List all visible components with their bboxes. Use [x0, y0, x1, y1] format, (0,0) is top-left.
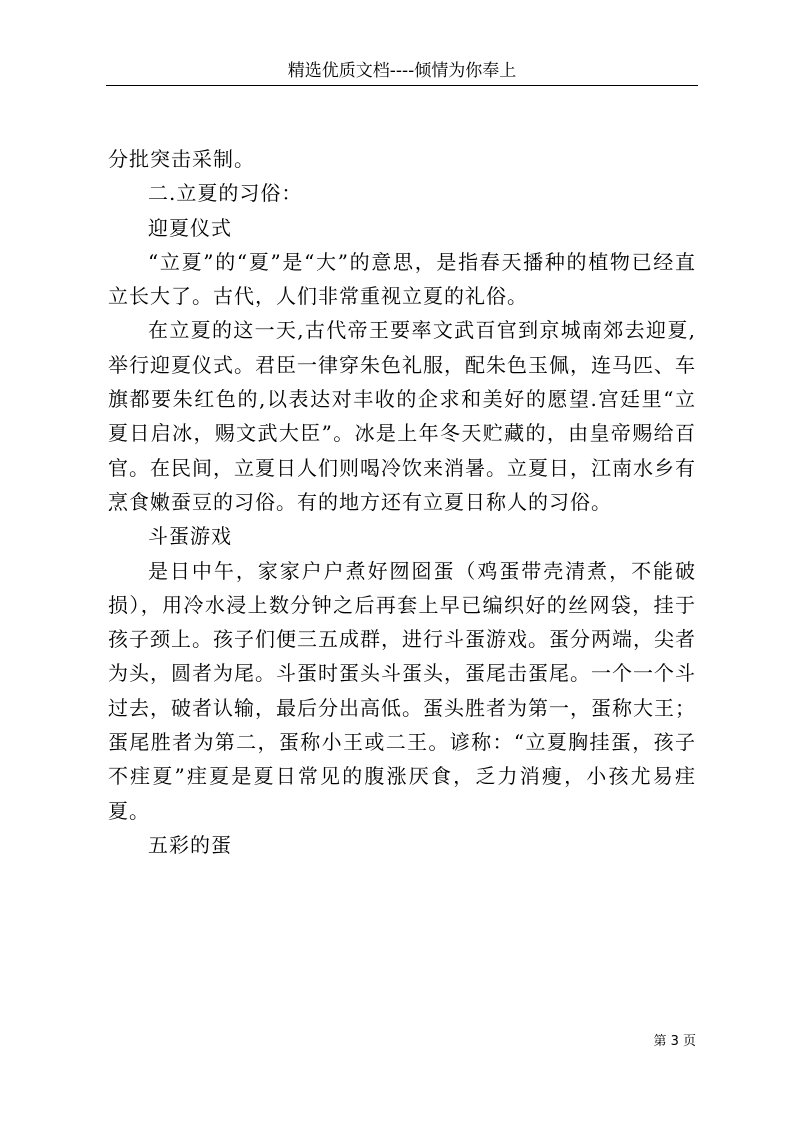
section-heading: 二.立夏的习俗： [148, 181, 303, 206]
subheading: 斗蛋游戏 [148, 524, 232, 549]
page-footer [600, 1030, 696, 1049]
page-header [106, 60, 698, 82]
subheading: 五彩的蛋 [148, 832, 232, 857]
paragraph: 是日中午，家家户户煮好囫囵蛋（鸡蛋带壳清煮，不能破损），用冷水浸上数分钟之后再套上早已编织好的丝网袋，挂于孩子颈上。孩子们便三五成群，进行斗蛋游戏。蛋分两端，尖者为头，圆者为尾。斗蛋时蛋头斗蛋头，蛋尾击蛋尾。一个一个斗过去，破者认输，最后分出高低。蛋头胜者为第一，蛋称大王；蛋尾胜者为第二，蛋称小王或二王。谚称：“立夏胸挂蛋，孩子不疰夏”疰夏是夏日常见的腹涨厌食，乏力消瘦，小孩尤易疰夏。 [108, 558, 696, 823]
paragraph: 分批突击采制。 [108, 147, 255, 171]
subheading: 迎夏仪式 [148, 215, 232, 240]
page-number: 第 3 页 [653, 1034, 696, 1049]
header-title: 精选优质文档----倾情为你奉上 [287, 61, 517, 81]
paragraph: “立夏”的“夏”是“大”的意思，是指春天播种的植物已经直立长大了。古代，人们非常重视立夏的礼俗。 [108, 249, 696, 309]
header-divider [106, 85, 698, 86]
document-body [108, 142, 696, 862]
paragraph: 在立夏的这一天,古代帝王要率文武百官到京城南郊去迎夏,举行迎夏仪式。君臣一律穿朱色礼服，配朱色玉佩，连马匹、车旗都要朱红色的,以表达对丰收的企求和美好的愿望.宫廷里“立夏日启冰，赐文武大臣”。冰是上年冬天贮藏的，由皇帝赐给百官。在民间，立夏日人们则喝冷饮来消暑。立夏日，江南水乡有烹食嫩蚕豆的习俗。有的地方还有立夏日称人的习俗。 [108, 318, 696, 514]
